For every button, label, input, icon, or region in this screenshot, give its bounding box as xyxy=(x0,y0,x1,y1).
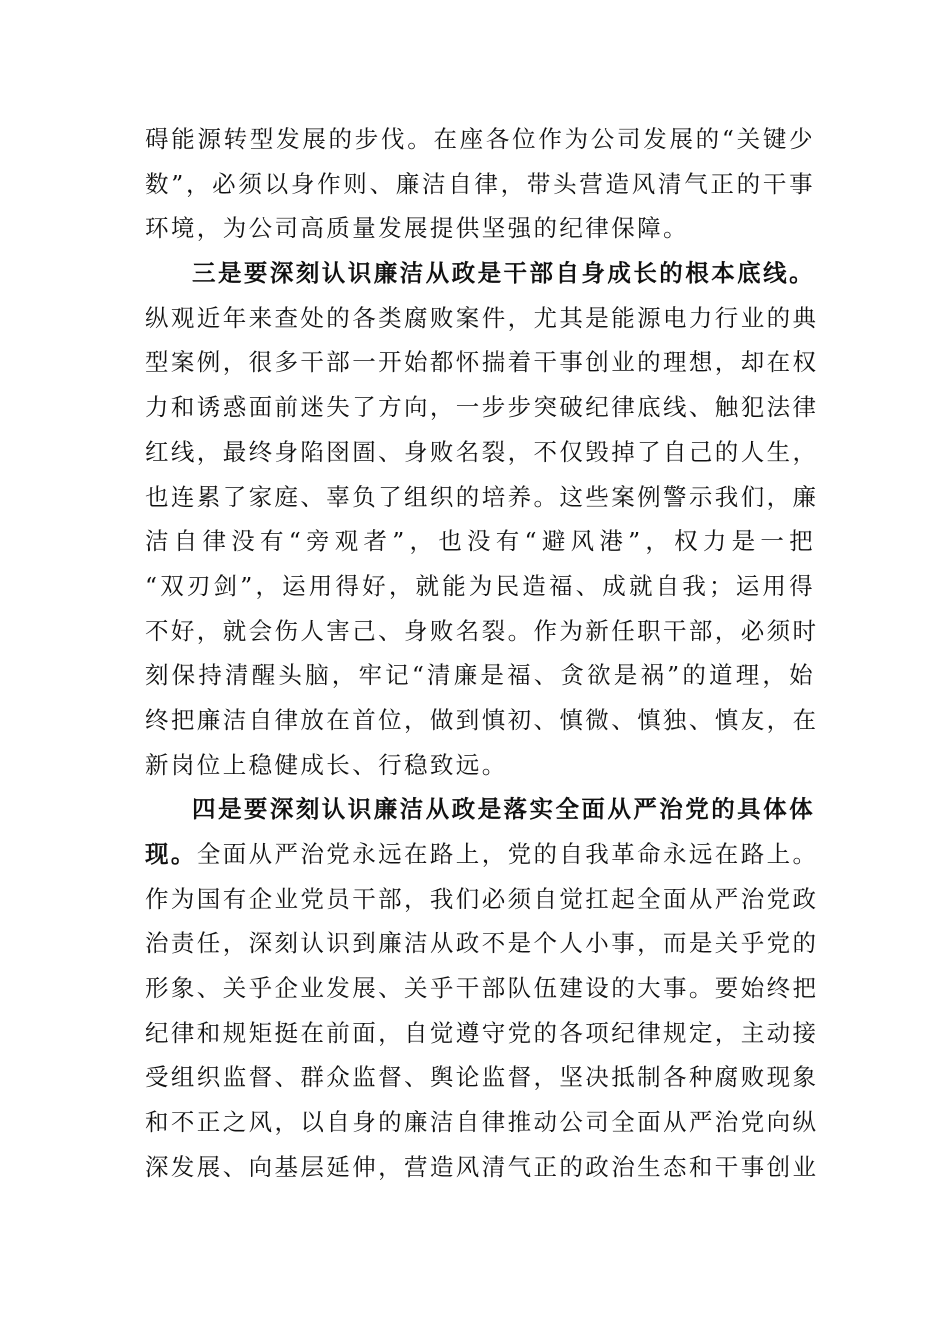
text-segment: 数”，必须以身作则、廉洁自律，带头营造风清气正的干事 xyxy=(145,169,815,198)
text-segment: 新岗位上稳健成长、行稳致远。 xyxy=(145,750,508,779)
text-line xyxy=(145,475,819,520)
text-segment: 全面从严治党永远在路上，党的自我革命永远在路上。 xyxy=(196,840,819,868)
text-line xyxy=(145,564,815,609)
paragraph-p-continued xyxy=(145,117,815,251)
text-segment: 治责任，深刻认识到廉洁从政不是个人小事，而是关乎党的 xyxy=(145,929,819,958)
bold-heading-text: 四是要深刻认识廉洁从政是落实全面从严治党的具体体 xyxy=(192,795,815,824)
text-line xyxy=(145,251,815,296)
text-line xyxy=(145,966,819,1011)
text-segment: 环境，为公司高质量发展提供坚强的纪律保障。 xyxy=(145,214,689,243)
text-line xyxy=(145,1145,819,1190)
text-line xyxy=(145,787,815,832)
text-segment: 和不正之风，以自身的廉洁自律推动公司全面从严治党向纵 xyxy=(145,1108,819,1137)
bold-heading-text: 现。 xyxy=(145,840,197,868)
text-line xyxy=(145,609,819,654)
text-segment: 作为国有企业党员干部，我们必须自觉扛起全面从严治党政 xyxy=(145,884,819,913)
text-line xyxy=(145,743,815,788)
text-line xyxy=(145,877,819,922)
text-segment: 终把廉洁自律放在首位，做到慎初、慎微、慎独、慎友，在 xyxy=(145,705,819,734)
text-segment: 形象、关乎企业发展、关乎干部队伍建设的大事。要始终把 xyxy=(145,974,819,1003)
text-line xyxy=(145,296,819,341)
text-line xyxy=(145,385,819,430)
text-segment: 红线，最终身陷囹圄、身败名裂，不仅毁掉了自己的人生， xyxy=(145,437,819,466)
text-segment: 纪律和规矩挺在前面，自觉遵守党的各项纪律规定，主动接 xyxy=(145,1018,819,1047)
text-segment: “双刃剑”，运用得好，就能为民造福、成就自我；运用得 xyxy=(145,571,815,600)
text-line xyxy=(145,1011,819,1056)
text-line xyxy=(145,430,819,475)
text-segment: 碍能源转型发展的步伐。在座各位作为公司发展的“关键少 xyxy=(145,125,815,153)
text-segment: 刻保持清醒头脑，牢记“清廉是福、贪欲是祸”的道理，始 xyxy=(145,661,815,690)
text-line xyxy=(145,698,819,743)
text-line xyxy=(145,206,815,251)
text-segment: 深发展、向基层延伸，营造风清气正的政治生态和干事创业 xyxy=(145,1152,819,1181)
text-segment: 型案例，很多干部一开始都怀揣着干事创业的理想，却在权 xyxy=(145,348,819,377)
paragraph-p-four xyxy=(145,787,819,1189)
text-line xyxy=(145,117,815,162)
text-segment: 洁自律没有“旁观者”，也没有“避风港”，权力是一把 xyxy=(145,527,815,556)
text-line xyxy=(145,519,815,564)
text-line xyxy=(145,162,815,207)
text-segment: 也连累了家庭、辜负了组织的培养。这些案例警示我们，廉 xyxy=(145,482,819,511)
paragraph-p-three xyxy=(145,251,819,787)
text-segment: 不好，就会伤人害己、身败名裂。作为新任职干部，必须时 xyxy=(145,616,819,645)
text-line xyxy=(145,1055,819,1100)
text-line xyxy=(145,1100,819,1145)
text-segment: 力和诱惑面前迷失了方向，一步步突破纪律底线、触犯法律 xyxy=(145,393,819,422)
text-segment: 纵观近年来查处的各类腐败案件，尤其是能源电力行业的典 xyxy=(145,303,819,332)
text-line xyxy=(145,653,815,698)
bold-heading-text: 三是要深刻认识廉洁从政是干部自身成长的根本底线。 xyxy=(192,259,815,288)
body-text xyxy=(145,117,819,1190)
text-line xyxy=(145,832,819,877)
text-line xyxy=(145,340,819,385)
text-line xyxy=(145,921,819,966)
text-segment: 受组织监督、群众监督、舆论监督，坚决抵制各种腐败现象 xyxy=(145,1063,819,1092)
